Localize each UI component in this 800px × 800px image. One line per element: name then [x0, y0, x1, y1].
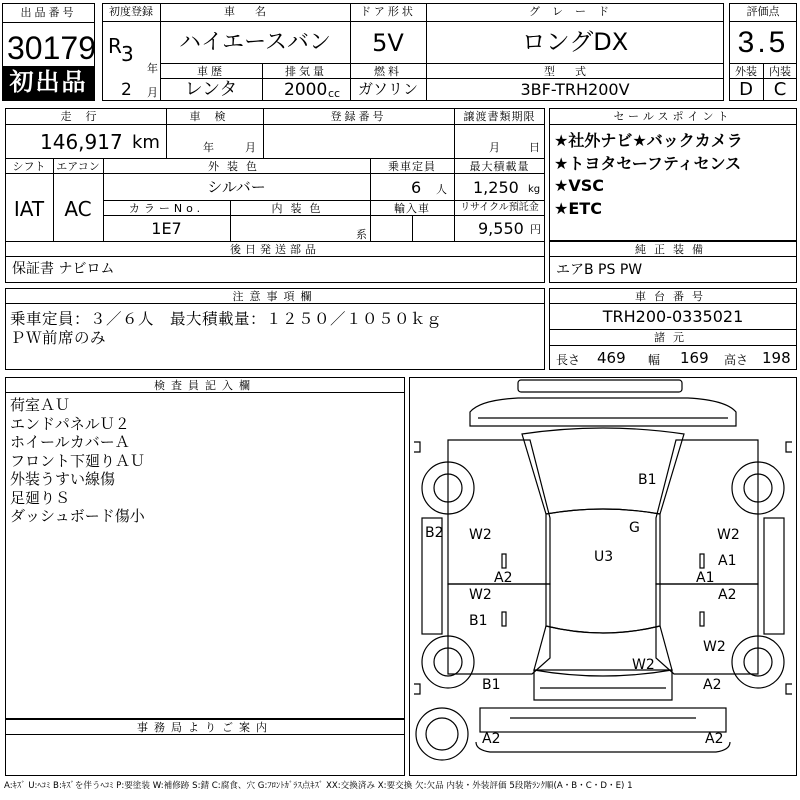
later-parts-label: 後日発送部品: [230, 243, 320, 256]
aircon-value: AC: [64, 197, 92, 221]
dmg-rr-w2: W2: [703, 639, 726, 655]
exterior-color-value: シルバー: [207, 178, 266, 196]
car-name-label: 車名: [224, 5, 286, 18]
inspection-label: 車検: [189, 110, 240, 123]
selling-points-list: [554, 130, 743, 220]
displacement-label: 排気量: [285, 65, 327, 78]
aircon-label: エアコン: [56, 160, 100, 173]
color-no-value: 1E7: [151, 219, 182, 238]
dmg-rear-a2-r: A2: [703, 677, 722, 693]
dmg-fr-w2: W2: [717, 527, 740, 543]
capacity-label: 乗車定員: [388, 160, 436, 173]
model-label: 型式: [544, 65, 606, 78]
dmg-rear-w2: W2: [632, 657, 655, 673]
dmg-roof-u3: U3: [594, 549, 614, 565]
selling-points-label: セールスポイント: [613, 110, 733, 123]
interior-color-label: 内装色: [271, 202, 329, 215]
score-label: 評価点: [746, 5, 780, 18]
inspector-note: 荷室ＡＵ: [10, 396, 71, 414]
dmg-side-b2: B2: [425, 525, 444, 541]
inspection-month-unit: 月: [245, 141, 256, 154]
dmg-bottom-a2-r: A2: [705, 731, 724, 747]
caution-label: 注意事項欄: [232, 290, 318, 303]
dmg-fr-a1-lower: A1: [696, 570, 715, 586]
dmg-hood-b1: B1: [638, 472, 657, 488]
mileage-unit: km: [132, 132, 160, 153]
model-value: 3BF-TRH200V: [520, 80, 630, 99]
later-parts-value: 保証書 ナビロム: [12, 261, 115, 277]
car-outline: [410, 378, 796, 775]
shift-label: シフト: [12, 160, 46, 173]
month-unit: 月: [147, 86, 158, 99]
color-no-label: カラーNo.: [128, 202, 205, 215]
recycle-unit: 円: [530, 223, 541, 236]
grade-value: ロングDX: [521, 28, 629, 56]
legend: A:ｷｽﾞ U:ﾍｺﾐ B:ｷｽﾞを伴うﾍｺﾐ P:要塗装 W:補修跡 S:錆 C:腐食、穴 G:ﾌﾛﾝﾄｶﾞﾗｽ点ｷｽﾞ XX:交換済み X:要交換 欠:欠品 内装・外装評価 5段階ﾗﾝｸ順(A・B・C・D・E) 1: [4, 781, 633, 791]
displacement-value: 2000: [284, 80, 328, 100]
transfer-day-unit: 日: [529, 141, 540, 154]
year-unit: 年: [147, 62, 158, 75]
grade-label: グレード: [529, 5, 621, 18]
specs-label: 諸元: [654, 331, 692, 344]
history-value: レンタ: [184, 79, 238, 100]
inspector-label: 検査員記入欄: [154, 379, 256, 392]
length-value: 469: [597, 349, 626, 367]
first-reg-year: 3: [121, 42, 134, 66]
caution-line: 乗車定員：３／６人 最大積載量：１２５０／１０５０ｋｇ: [10, 310, 443, 328]
height-value: 198: [762, 349, 791, 367]
capacity-unit: 人: [436, 183, 447, 196]
selling-point-item: ★社外ナビ★バックカメラ: [554, 131, 743, 150]
caution-line: ＰＷ前席のみ: [10, 329, 107, 347]
dmg-rl-w2: W2: [469, 587, 492, 603]
office-label: 事務局よりご案内: [137, 721, 273, 734]
inspector-note: 外装うすい線傷: [10, 470, 116, 488]
lot-number: 30179: [7, 30, 96, 66]
width-label: 幅: [648, 353, 661, 367]
door-label: ドア形状: [360, 5, 416, 18]
dmg-rl-b1: B1: [469, 613, 488, 629]
fuel-label: 燃料: [374, 65, 402, 78]
displacement-unit: cc: [328, 87, 341, 100]
inspector-notes: [10, 396, 145, 526]
fuel-value: ガソリン: [357, 80, 418, 98]
length-label: 長さ: [556, 353, 581, 367]
max-load-unit: kg: [528, 184, 541, 195]
equipment-value: エアB PS PW: [556, 262, 643, 278]
interior-grade: C: [773, 79, 787, 100]
caution-lines: [10, 310, 442, 348]
door-value: 5V: [372, 29, 404, 57]
dmg-bottom-a2-l: A2: [482, 731, 501, 747]
score-value: 3.5: [737, 26, 789, 59]
chassis-value: TRH200-0335021: [602, 307, 744, 326]
first-reg-month: 2: [121, 80, 132, 100]
mileage-label: 走行: [60, 110, 111, 123]
dmg-rear-b1: B1: [482, 677, 501, 693]
selling-point-item: ★トヨタセーフティセンス: [554, 153, 742, 173]
max-load-label: 最大積載量: [469, 160, 530, 173]
first-listing-label: 初出品: [9, 68, 88, 96]
recycle-label: リサイクル預託金: [460, 202, 539, 213]
capacity-value: 6: [411, 178, 422, 197]
inspector-note: エンドパネルＵ２: [10, 414, 130, 433]
exterior-grade: D: [739, 79, 753, 100]
interior-label: 内装: [769, 65, 791, 78]
mileage-value: 146,917: [40, 130, 123, 154]
lot-label: 出品番号: [20, 6, 77, 19]
car-name: ハイエースバン: [178, 30, 332, 55]
chassis-label: 車台番号: [635, 290, 711, 303]
inspector-note: ホイールカバーＡ: [10, 433, 130, 451]
first-reg-era: R: [108, 34, 122, 58]
inspector-note: ダッシュボード傷小: [10, 507, 145, 525]
inspection-year-unit: 年: [203, 141, 214, 154]
height-label: 高さ: [724, 353, 749, 367]
transfer-month-unit: 月: [489, 141, 500, 154]
width-value: 169: [680, 349, 709, 367]
selling-point-item: ★VSC: [554, 176, 604, 195]
selling-point-item: ★ETC: [554, 198, 602, 218]
first-reg-label: 初度登録: [109, 5, 153, 18]
dmg-glass-g: G: [629, 520, 640, 536]
lot-block: [2, 3, 95, 101]
import-label: 輸入車: [394, 202, 430, 215]
car-diagram: [409, 377, 797, 776]
dmg-rr-a2: A2: [718, 587, 737, 603]
exterior-label: 外装: [735, 65, 757, 78]
recycle-value: 9,550: [478, 219, 524, 238]
max-load-value: 1,250: [473, 178, 519, 197]
dmg-fl-a2: A2: [494, 570, 513, 586]
history-label: 車歴: [197, 65, 225, 78]
reg-no-label: 登録番号: [330, 110, 387, 123]
transfer-label: 譲渡書類期限: [463, 110, 536, 123]
inspector-note: フロント下廻りＡＵ: [10, 451, 146, 470]
dmg-fr-a1: A1: [718, 553, 737, 569]
dmg-fl-w2: W2: [469, 527, 492, 543]
exterior-color-label: 外装色: [208, 160, 265, 173]
equipment-label: 純正装備: [635, 243, 711, 256]
shift-value: IAT: [13, 197, 45, 221]
inspector-note: 足廻りＳ: [10, 488, 71, 507]
interior-color-unit: 系: [356, 228, 367, 241]
